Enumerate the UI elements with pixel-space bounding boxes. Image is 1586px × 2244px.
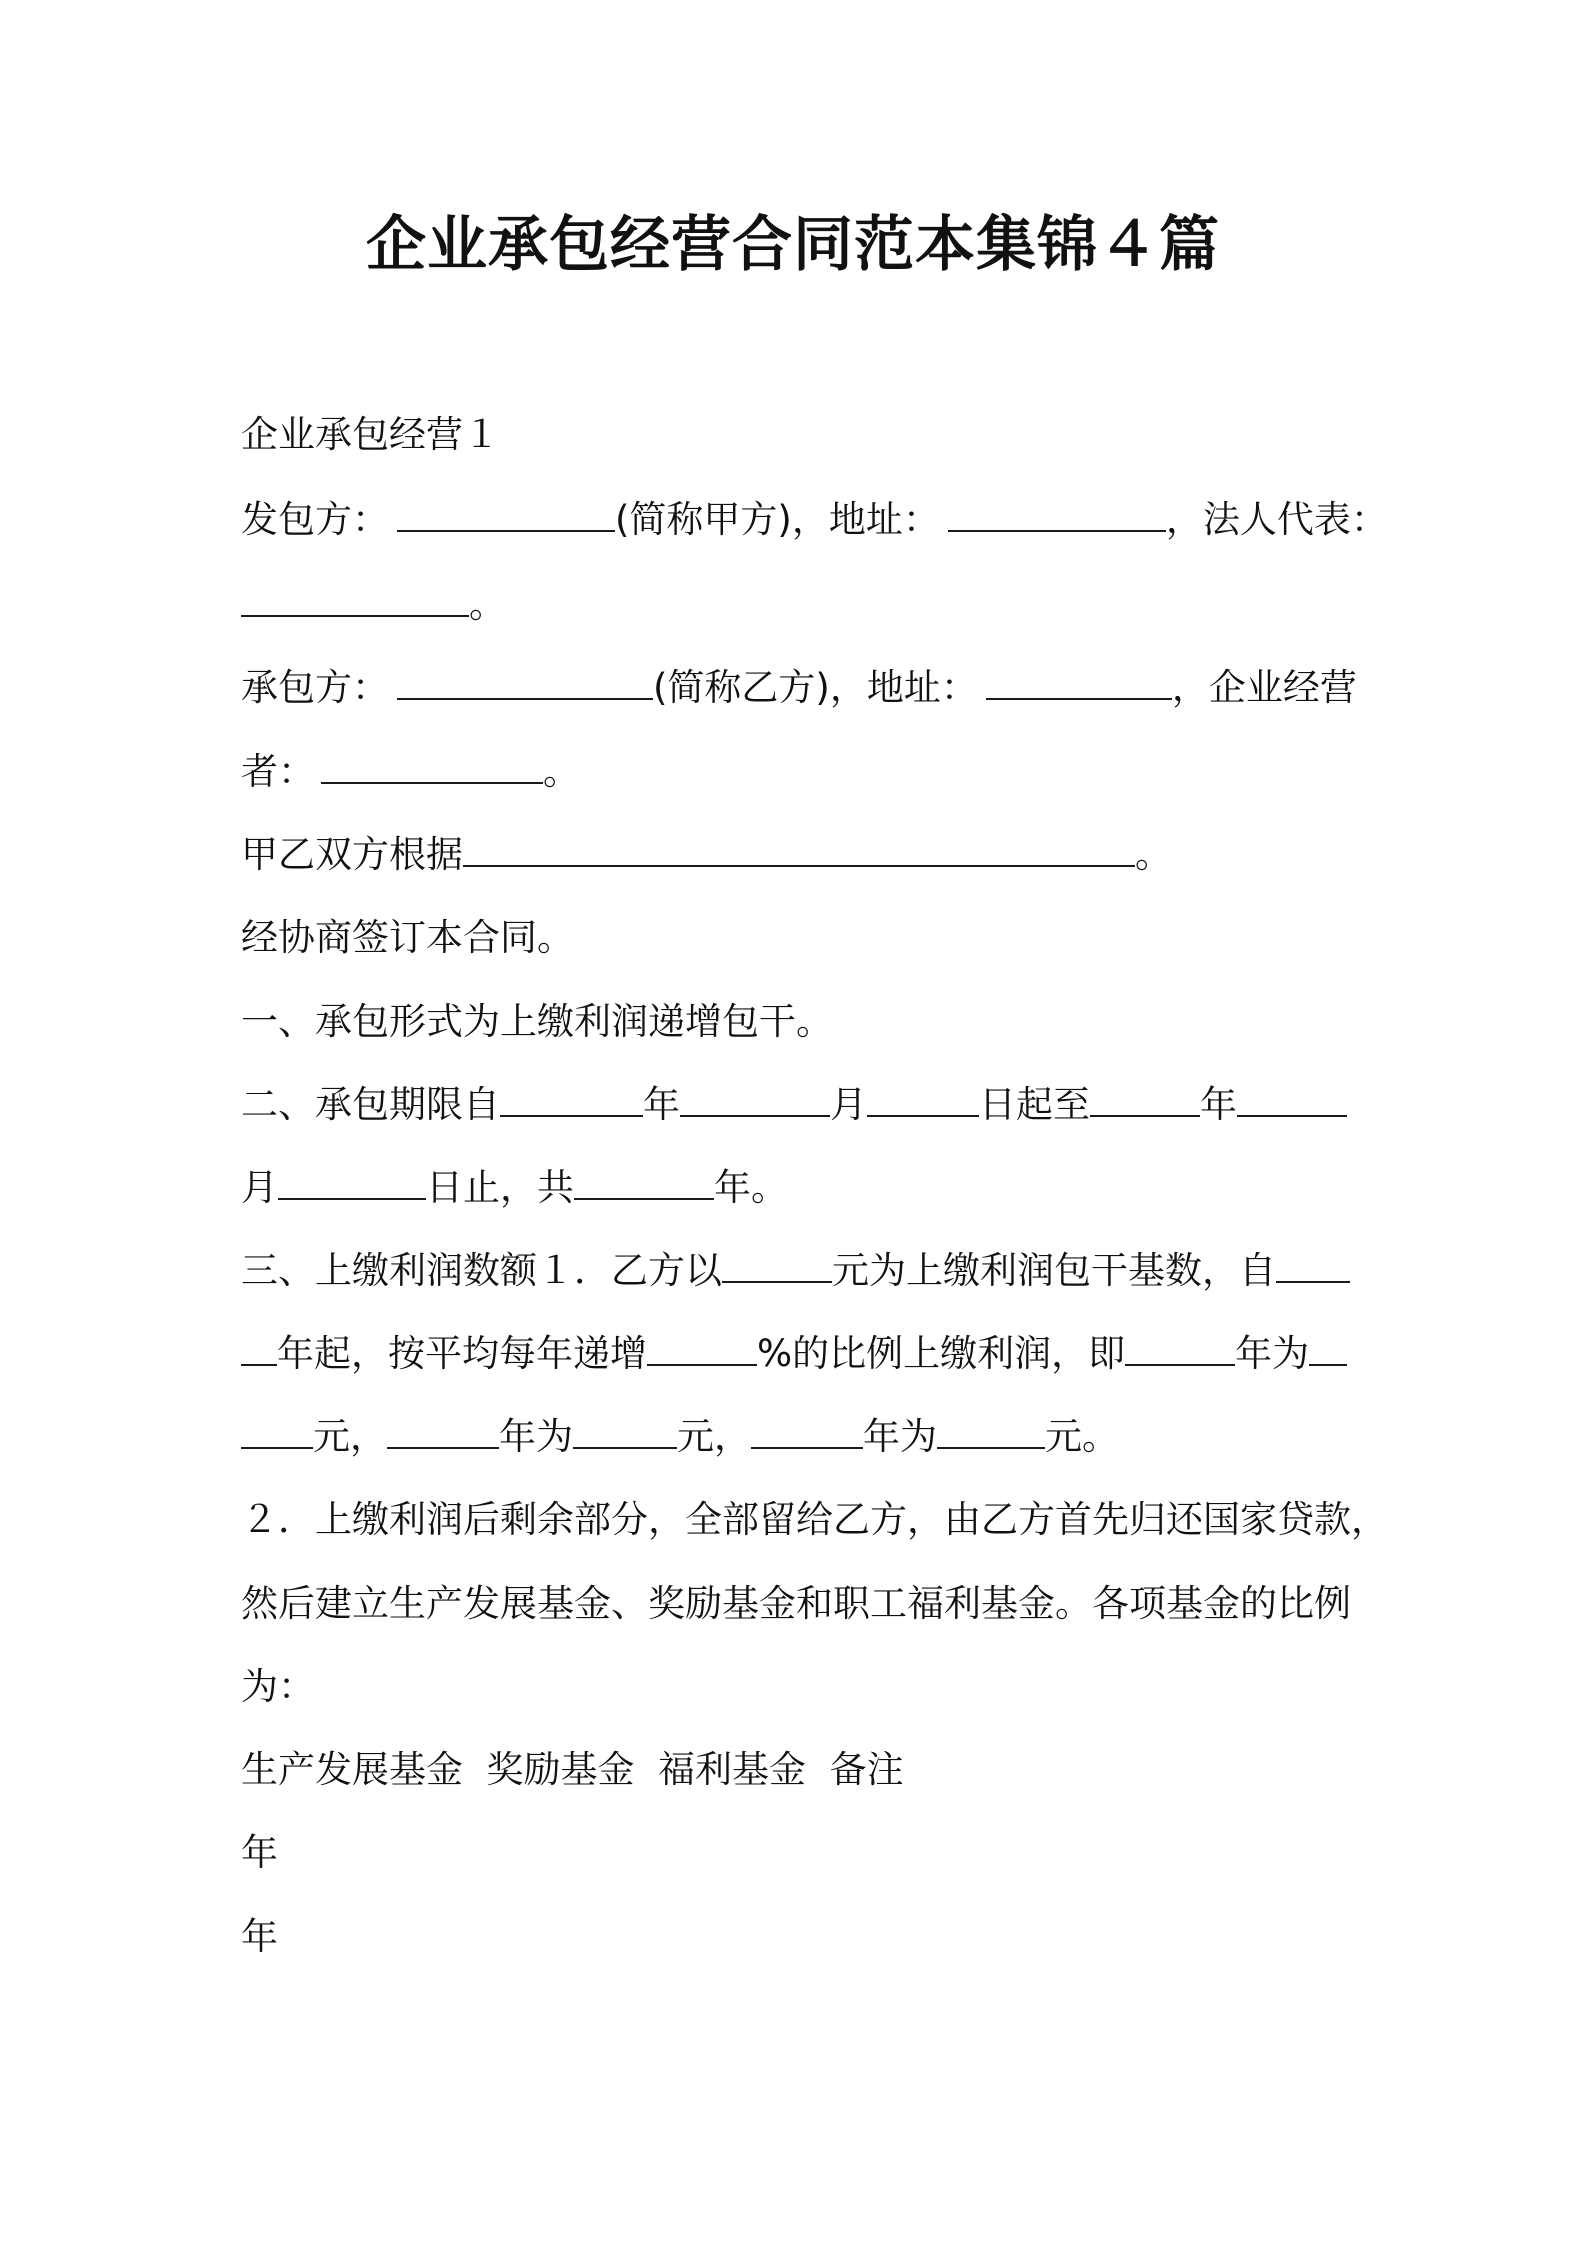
blank-line — [1276, 1247, 1350, 1283]
blank-line — [1090, 1081, 1200, 1117]
clause-3-item-2-line-2: 然后建立生产发展基金、奖励基金和职工福利基金。各项基金的比例 — [241, 1582, 1351, 1625]
text: 元， — [677, 1415, 751, 1458]
blank-line — [241, 1413, 313, 1449]
clause-3-item-2-line-3: 为： — [241, 1665, 315, 1708]
clause-3-line-1 — [241, 1246, 1350, 1296]
text: 日起至 — [979, 1083, 1090, 1126]
text: 。 — [543, 750, 580, 793]
text: 年为 — [863, 1415, 937, 1458]
text: 年。 — [714, 1166, 788, 1209]
contract-line-issuer — [241, 495, 1388, 545]
text: 承包方： — [241, 666, 389, 709]
blank-line — [937, 1413, 1045, 1449]
blank-line — [680, 1081, 830, 1117]
blank-line — [500, 1081, 643, 1117]
blank-line — [397, 496, 615, 532]
blank-line — [867, 1081, 979, 1117]
text: ，企业经营 — [1171, 666, 1357, 709]
blank-line — [574, 1164, 714, 1200]
text: 三、上缴利润数额１．乙方以 — [241, 1249, 722, 1292]
blank-line — [321, 748, 543, 784]
document-title: 企业承包经营合同范本集锦４篇 — [366, 210, 1220, 280]
text: (简称乙方)，地址： — [653, 666, 978, 709]
fund-table-row-label: 年 — [241, 1831, 278, 1874]
fund-table-row-label: 年 — [241, 1915, 278, 1958]
clause-2-line-2 — [241, 1163, 788, 1213]
blank-line — [1309, 1330, 1347, 1366]
contract-line-contractor — [241, 663, 1357, 713]
blank-line — [387, 1413, 499, 1449]
blank-line — [1237, 1081, 1347, 1117]
clause-2-line-1 — [241, 1080, 1347, 1130]
contract-line-legal-rep — [241, 580, 506, 630]
contract-line-operator — [241, 747, 580, 797]
clause-1: 一、承包形式为上缴利润递增包干。 — [241, 1000, 833, 1043]
blank-line — [722, 1247, 832, 1283]
blank-line — [241, 581, 469, 617]
text: 日止，共 — [426, 1166, 574, 1209]
text: 二、承包期限自 — [241, 1083, 500, 1126]
blank-line — [397, 664, 653, 700]
text: 元。 — [1045, 1415, 1119, 1458]
text: ，法人代表： — [1165, 498, 1388, 541]
blank-line — [463, 831, 1135, 867]
contract-line-basis — [241, 830, 1172, 880]
text: 月 — [241, 1166, 278, 1209]
text: 元为上缴利润包干基数，自 — [832, 1249, 1276, 1292]
text: 年起，按平均每年递增 — [277, 1332, 647, 1375]
text: %的比例上缴利润，即 — [757, 1332, 1126, 1375]
section-heading: 企业承包经营１ — [241, 413, 500, 456]
blank-line — [573, 1413, 677, 1449]
text: 发包方： — [241, 498, 389, 541]
clause-3-item-2-line-1: ２．上缴利润后剩余部分，全部留给乙方，由乙方首先归还国家贷款， — [241, 1498, 1388, 1541]
text: (简称甲方)，地址： — [615, 498, 940, 541]
text: 。 — [469, 583, 506, 626]
text: 年 — [643, 1083, 680, 1126]
text: 年 — [1200, 1083, 1237, 1126]
clause-3-line-3 — [241, 1412, 1119, 1462]
text: 年为 — [1235, 1332, 1310, 1375]
blank-line — [241, 1330, 277, 1366]
blank-line — [647, 1330, 757, 1366]
clause-3-line-2 — [241, 1329, 1347, 1379]
text: 年为 — [499, 1415, 573, 1458]
text: 元， — [313, 1415, 387, 1458]
text: 月 — [830, 1083, 867, 1126]
text: 者： — [241, 750, 315, 793]
fund-table-header: 生产发展基金 奖励基金 福利基金 备注 — [241, 1748, 904, 1791]
blank-line — [986, 664, 1172, 700]
blank-line — [948, 496, 1166, 532]
blank-line — [278, 1164, 426, 1200]
blank-line — [1125, 1330, 1235, 1366]
text: 。 — [1135, 833, 1172, 876]
contract-line-agreement: 经协商签订本合同。 — [241, 916, 574, 959]
blank-line — [751, 1413, 863, 1449]
text: 甲乙双方根据 — [241, 833, 463, 876]
